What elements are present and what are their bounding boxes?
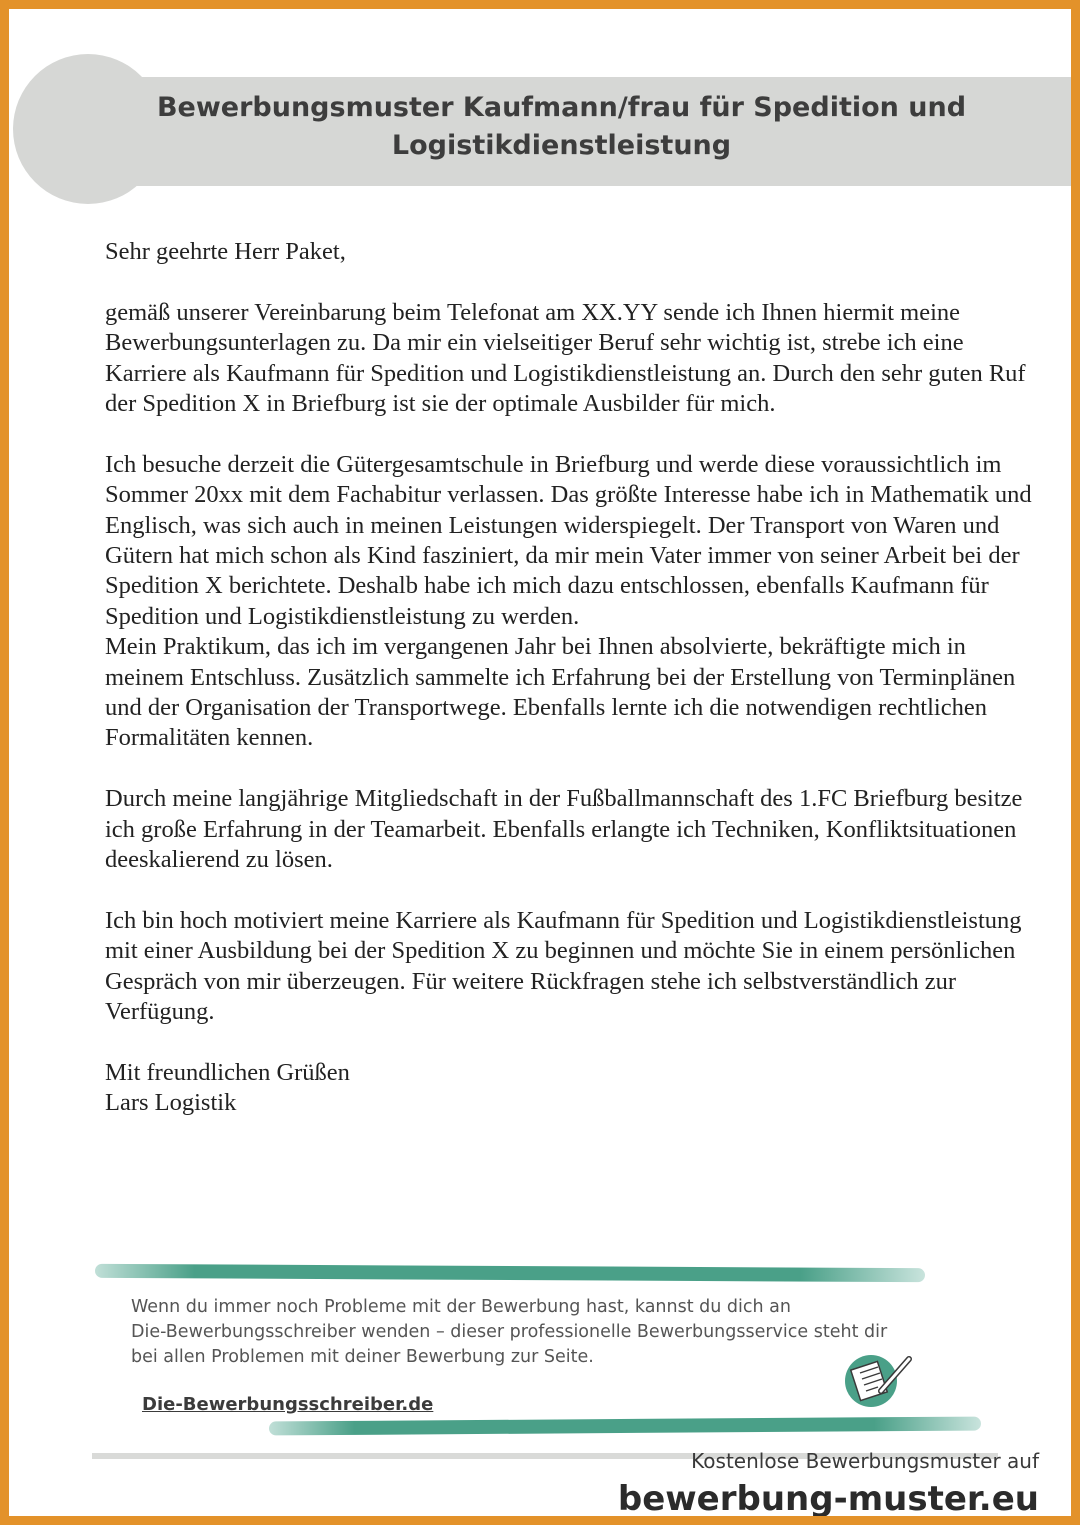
footer-tagline: Kostenlose Bewerbungsmuster auf (691, 1449, 1039, 1473)
promo-line-3: bei allen Problemen mit deiner Bewerbung zur Seite. (131, 1347, 594, 1367)
title-line-1: Bewerbungsmuster Kaufmann/frau für Spedition und (156, 92, 967, 123)
title-line-2: Logistikdienstleistung (391, 130, 732, 161)
promo-line-1: Wenn du immer noch Probleme mit der Bewerbung hast, kannst du dich an (131, 1297, 791, 1317)
footer-brand: bewerbung-muster.eu (617, 1479, 1039, 1516)
bewerbungsschreiber-link[interactable]: Die-Bewerbungsschreiber.de (142, 1394, 434, 1415)
paragraph-3: Mein Praktikum, das ich im vergangenen Jahr bei Ihnen absolvierte, bekräftigte mich in meinem Entschluss. Zusätzlich sammelte ich Erfahrung bei der Erstellung von Terminplänen und der Organisation der Transportwege. Ebenfalls lernte ich die notwendigen rechtlichen Formalitäten kennen. (105, 633, 1016, 752)
promo-line-2: Die-Bewerbungsschreiber wenden – dieser professionelle Bewerbungsservice steht dir (131, 1322, 888, 1342)
page-title (89, 89, 1034, 165)
paragraph-1: gemäß unserer Vereinbarung beim Telefonat am XX.YY sende ich Ihnen hiermit meine Bewerbungsunterlagen zu. Da mir ein vielseitiger Beruf sehr wichtig ist, strebe ich eine Karriere als Kaufmann für Spedition und Logistikdienstleistung an. Durch den sehr guten Ruf der Spedition X in Briefburg ist sie der optimale Ausbilder für mich. (105, 298, 1026, 418)
salutation: Sehr geehrte Herr Paket, (105, 238, 346, 265)
paragraph-4: Durch meine langjährige Mitgliedschaft in der Fußballmannschaft des 1.FC Briefburg besitze ich große Erfahrung in der Teamarbeit. Ebenfalls erlangte ich Techniken, Konfliktsituationen deeskalierend zu lösen. (105, 785, 1023, 874)
letter-body (105, 237, 1035, 1119)
writing-paper-pen-icon (841, 1349, 915, 1409)
paragraph-2: Ich besuche derzeit die Gütergesamtschule in Briefburg und werde diese voraussichtlich im Sommer 20xx mit dem Fachabitur verlassen. Das größte Interesse habe ich in Mathematik und Englisch, was sich auch in meinen Leistungen widerspiegelt. Der Transport von Waren und Gütern hat mich schon als Kind fasziniert, da mir mein Vater immer von seiner Arbeit bei der Spedition X berichtete. Deshalb habe ich mich dazu entschlossen, ebenfalls Kaufmann für Spedition und Logistikdienstleistung zu werden. (105, 450, 1032, 630)
paragraph-5: Ich bin hoch motiviert meine Karriere als Kaufmann für Spedition und Logistikdienstleistung mit einer Ausbildung bei der Spedition X zu beginnen und möchte Sie in einem persönlichen Gespräch von mir überzeugen. Für weitere Rückfragen stehe ich selbstverständlich zur Verfügung. (105, 906, 1022, 1026)
closing: Mit freundlichen Grüßen (105, 1058, 350, 1086)
document-page (9, 9, 1071, 1516)
signature: Lars Logistik (105, 1089, 237, 1117)
